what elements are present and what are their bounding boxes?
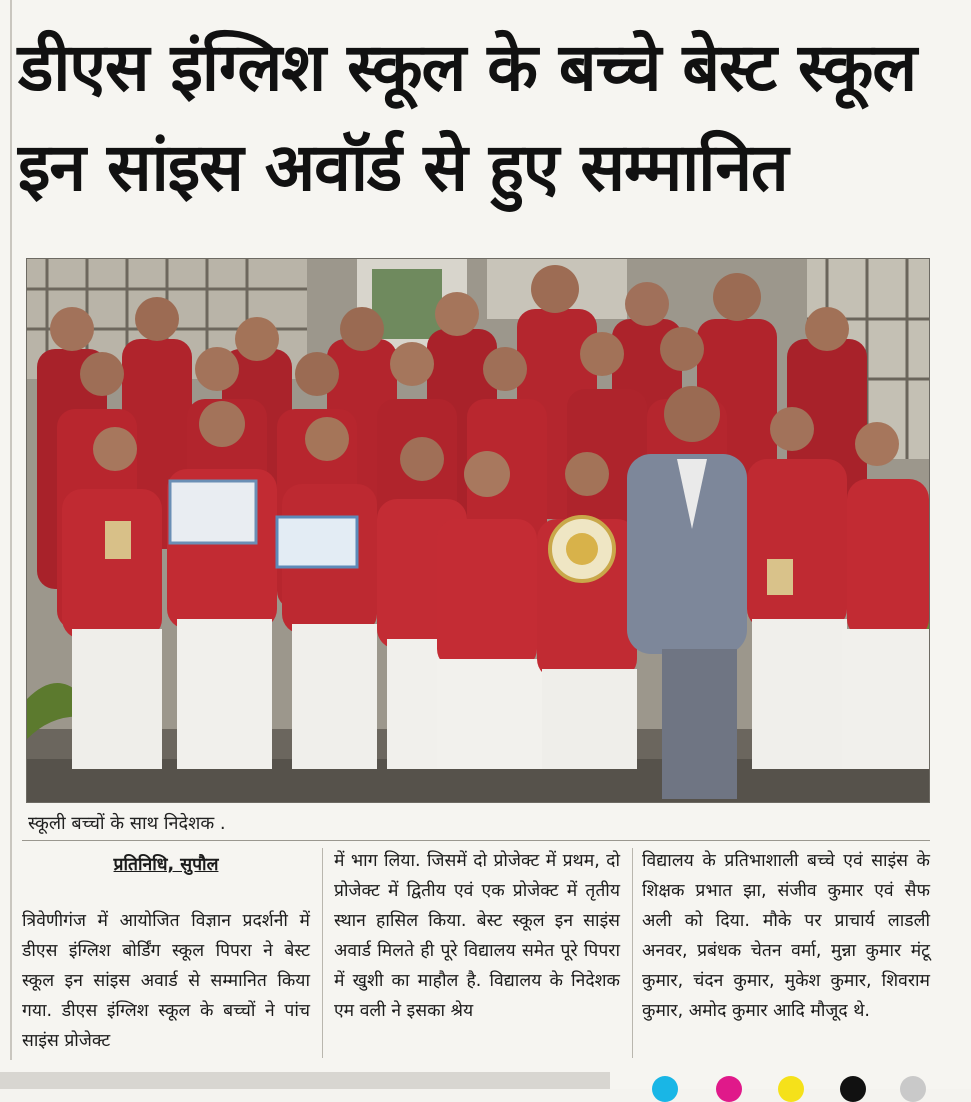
caption-rule (22, 840, 930, 841)
column-divider (322, 848, 323, 1058)
headline (18, 18, 958, 218)
registration-mark-cyan (652, 1076, 678, 1102)
news-photo (26, 258, 930, 803)
registration-mark-yellow (778, 1076, 804, 1102)
article-text-1: त्रिवेणीगंज में आयोजित विज्ञान प्रदर्शनी में डीएस इंग्लिश बोर्डिंग स्कूल पिपरा ने बेस्ट स्कूल इन सांइस अवार्ड से सम्मानित किया गया. डीएस इंग्लिश स्कूल के बच्चों ने पांच साइंस प्रोजेक्ट (22, 911, 310, 1051)
group-photo-illustration (27, 259, 929, 802)
headline-line-1: डीएस इंग्लिश स्कूल के बच्चे बेस्ट स्कूल (18, 29, 917, 106)
registration-mark-grey (900, 1076, 926, 1102)
registration-mark-magenta (716, 1076, 742, 1102)
page-footer-bar (0, 1072, 610, 1089)
article-column-1 (22, 846, 310, 1056)
article-column-3 (642, 846, 930, 1026)
article-text-3: विद्यालय के प्रतिभाशाली बच्चे एवं साइंस के शिक्षक प्रभात झा, संजीव कुमार एवं सैफ अली को दिया. मौके पर प्राचार्य लाडली अनवर, प्रबंधक चेतन वर्मा, मुन्ना कुमार मंटू कुमार, चंदन कुमार, मुकेश कुमार, शिवराम कुमार, अमोद कुमार आदि मौजूद थे. (642, 851, 930, 1021)
article-text-2: में भाग लिया. जिसमें दो प्रोजेक्ट में प्रथम, दो प्रोजेक्ट में द्वितीय एवं एक प्रोजेक्ट में तृतीय स्थान हासिल किया. बेस्ट स्कूल इन साइंस अवार्ड मिलते ही पूरे विद्यालय समेत पूरे पिपरा में खुशी का माहौल है. विद्यालय के निदेशक एम वली ने इसका श्रेय (334, 851, 620, 1021)
column-rule (10, 0, 12, 1060)
byline: प्रतिनिधि, सुपौल (113, 855, 219, 875)
column-divider (632, 848, 633, 1058)
registration-mark-black (840, 1076, 866, 1102)
award-plaque (550, 517, 614, 581)
photo-caption: स्कूली बच्चों के साथ निदेशक . (28, 813, 226, 834)
article-column-2 (334, 846, 620, 1026)
headline-line-2: इन सांइस अवॉर्ड से हुए सम्मानित (18, 129, 788, 206)
